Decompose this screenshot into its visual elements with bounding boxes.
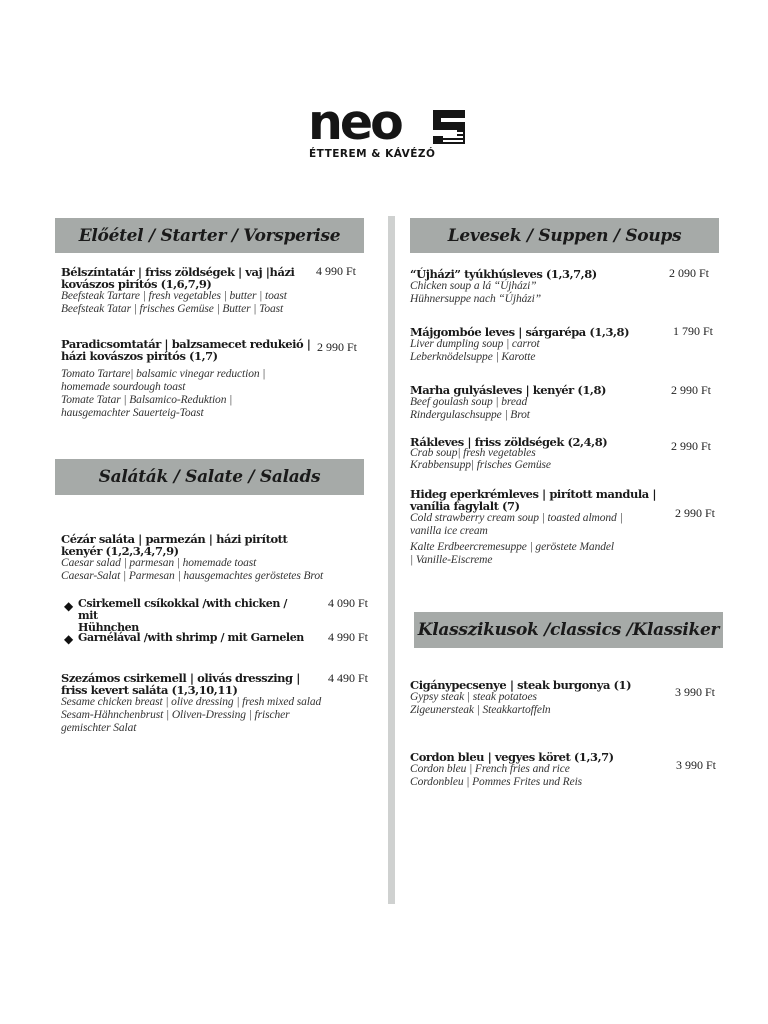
section-header-salads: Saláták / Salate / Salads [55,459,364,495]
menu-item [410,268,660,306]
item-title: Bélszíntatár | friss zöldségek | vaj |házi [61,265,295,279]
menu-item [61,338,311,420]
item-price: 4 990 Ft [316,264,357,278]
item-title: Hideg eperkrémleves | pirított mandula | [410,487,657,501]
item-title: Szezámos csirkemell | olivás dresszing | [61,671,300,685]
item-translation: Kalte Erdbeercremesuppe | geröstete Mandel [410,541,614,553]
item-title: friss kevert saláta (1,3,10,11) [61,683,238,697]
item-translation: homemade sourdough toast [61,381,186,393]
item-price: 3 990 Ft [675,685,716,699]
menu-item [410,488,670,567]
item-title: Cézár saláta | parmezán | házi pirított [61,532,288,546]
column-divider [388,216,395,904]
item-price: 4 990 Ft [328,630,369,644]
item-title: kenyér (1,2,3,4,7,9) [61,544,179,558]
item-title: “Újházi” tyúkhúsleves (1,3,7,8) [410,267,597,281]
item-title: Cigánypecsenye | steak burgonya (1) [410,678,632,692]
item-price: 2 990 Ft [671,383,712,397]
item-translation: Tomato Tartare| balsamic vinegar reduction | [61,368,266,380]
menu-item [410,326,660,364]
item-translation: Krabbensupp| frisches Gemüse [410,459,551,471]
item-translation: Cold strawberry cream soup | toasted almond | [410,512,623,524]
item-title: Paradicsomtatár | balzsamecet redukeió | [61,337,311,351]
item-translation: Beefsteak Tatar | frisches Gemüse | Butter | Toast [61,303,284,315]
item-price: 1 790 Ft [673,324,714,338]
item-translation: Zigeunersteak | Steakkartoffeln [410,704,551,716]
menu-item [61,533,351,583]
section-header-starter: Előétel / Starter / Vorsperise [55,218,364,253]
item-translation: Liver dumpling soup | carrot [410,338,540,350]
item-title: vanília fagylalt (7) [410,499,520,513]
item-translation: Cordonbleu | Pommes Frites und Reis [410,776,583,788]
item-translation: Rindergulaschsuppe | Brot [410,409,530,421]
item-title: kovászos pirítós (1,6,7,9) [61,277,212,291]
bullet-icon: ◆ [64,632,74,646]
option-item [78,632,318,644]
item-translation: Beefsteak Tartare | fresh vegetables | butter | toast [61,290,287,302]
section-header-soups: Levesek / Suppen / Soups [410,218,719,253]
item-title: házi kovászos pirítós (1,7) [61,349,218,363]
item-translation: Beef goulash soup | bread [410,396,528,408]
item-price: 3 990 Ft [676,758,717,772]
item-translation: Gypsy steak | steak potatoes [410,691,537,703]
item-price: 2 090 Ft [669,266,710,280]
item-translation: gemischter Salat [61,722,137,734]
menu-item [410,751,670,789]
restaurant-logo [308,94,468,164]
neo-mark-icon [431,108,467,146]
item-translation: Tomate Tatar | Balsamico-Reduktion | [61,394,233,406]
item-price: 2 990 Ft [675,506,716,520]
item-translation: Caesar-Salat | Parmesan | hausgemachtes geröstetes Brot [61,570,324,582]
item-translation: Caesar salad | parmesan | homemade toast [61,557,257,569]
item-title: Cordon bleu | vegyes köret (1,3,7) [410,750,614,764]
option-label: Garnélával /with shrimp / mit Garnelen [78,631,304,644]
bullet-icon: ◆ [64,599,74,613]
item-translation: Leberknödelsuppe | Karotte [410,351,536,363]
item-translation: Crab soup| fresh vegetables [410,447,536,459]
item-translation: | Vanille-Eiscreme [410,554,493,566]
menu-item [61,266,311,316]
menu-item [410,679,670,717]
menu-item [410,436,660,471]
item-price: 2 990 Ft [317,340,358,354]
item-translation: hausgemachter Sauerteig-Toast [61,407,204,419]
item-translation: Cordon bleu | French fries and rice [410,763,570,775]
item-title: Rákleves | friss zöldségek (2,4,8) [410,435,608,449]
item-translation: Sesame chicken breast | olive dressing | fresh mixed salad [61,696,322,708]
item-title: Májgombóe leves | sárgarépa (1,3,8) [410,325,630,339]
menu-item [410,384,660,422]
item-translation: Sesam-Hähnchenbrust | Oliven-Dressing | frischer [61,709,290,721]
logo-subtitle: ÉTTEREM & KÁVÉZÓ [309,148,436,160]
item-translation: Hühnersuppe nach “Újházi” [410,293,542,305]
option-label: Csirkemell csíkokkal /with chicken / mit [78,597,287,622]
item-price: 4 490 Ft [328,671,369,685]
option-label: Hühnchen [78,621,139,634]
item-translation: Chicken soup a lá “Újházi” [410,280,537,292]
option-item [78,598,308,634]
section-header-classics: Klasszikusok /classics /Klassiker [414,612,723,648]
menu-item [61,672,351,735]
item-price: 4 090 Ft [328,596,369,610]
item-translation: vanilla ice cream [410,525,488,537]
item-title: Marha gulyásleves | kenyér (1,8) [410,383,606,397]
item-price: 2 990 Ft [671,439,712,453]
logo-text: neo [308,94,401,151]
